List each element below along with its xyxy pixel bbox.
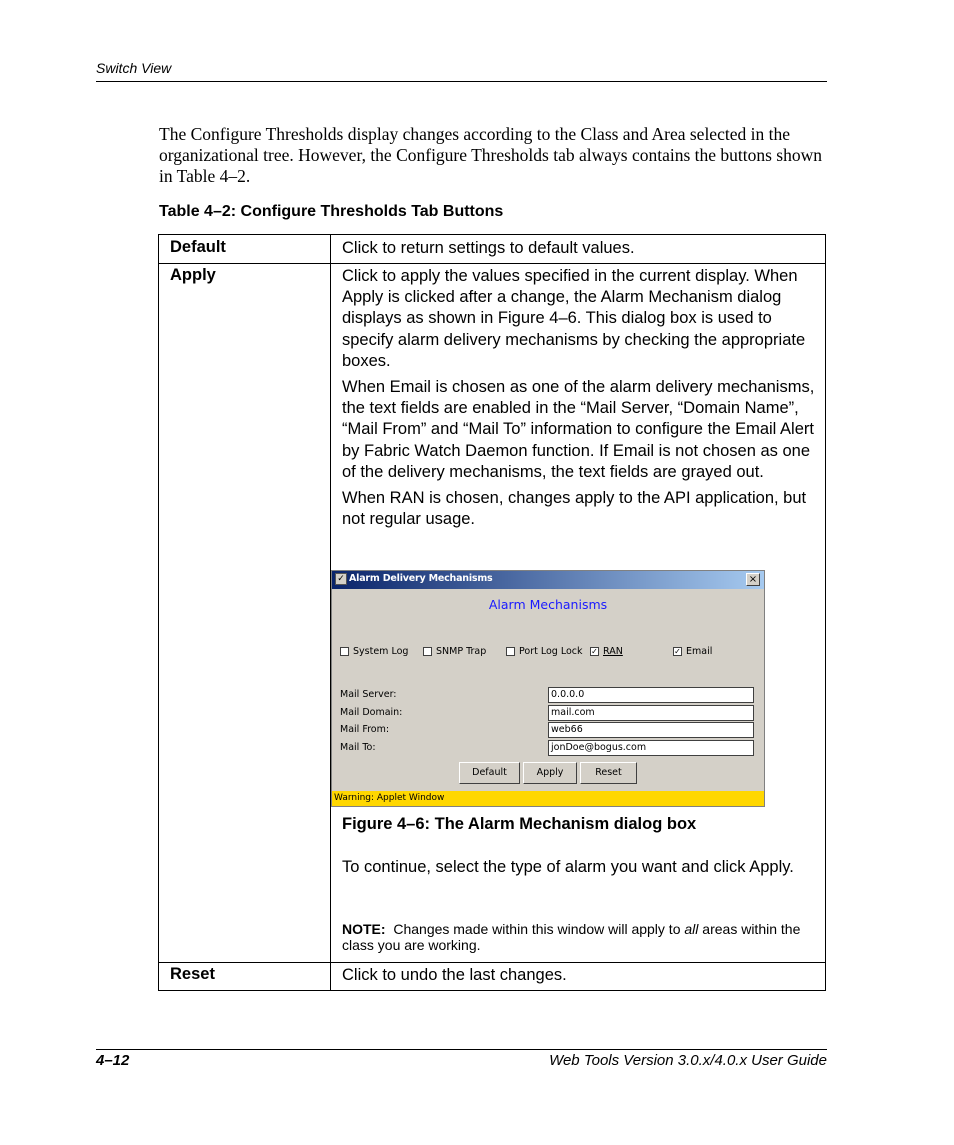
page-number: 4–12 bbox=[96, 1052, 130, 1069]
default-button[interactable]: Default bbox=[459, 762, 520, 784]
checkbox-label: SNMP Trap bbox=[436, 646, 487, 657]
description-text: When Email is chosen as one of the alarm delivery mechanisms, the text fields are enabled in the “Mail Server, “Domain Name”, “Mail From” and “Mail To” information to configure the Email Alert by Fabric Watch Daemon function. If Email is not chosen as one of the delivery mechanisms, the text fields are grayed out. bbox=[342, 378, 815, 481]
checkbox-label: System Log bbox=[353, 646, 409, 657]
term-apply: Apply bbox=[170, 266, 216, 284]
checkbox-label: Port Log Lock bbox=[519, 646, 583, 657]
description-default bbox=[342, 238, 820, 264]
checkbox-snmp-trap[interactable] bbox=[423, 646, 486, 657]
mail-domain-label: Mail Domain: bbox=[340, 707, 403, 718]
note-emphasis: all bbox=[684, 921, 699, 937]
dialog-title: Alarm Delivery Mechanisms bbox=[349, 573, 493, 584]
row-divider bbox=[159, 962, 825, 963]
description-reset bbox=[342, 965, 820, 991]
checkbox-email[interactable] bbox=[673, 646, 712, 657]
description-text: Click to return settings to default values. bbox=[342, 239, 635, 257]
description-text: Click to apply the values specified in the current display. When Apply is clicked after a change, the Alarm Mechanism dialog displays as shown in Figure 4–6. This dialog box is used to specify alarm delivery mechanisms by checking the appropriate boxes. bbox=[342, 267, 806, 370]
note bbox=[342, 921, 812, 953]
description-text: Click to undo the last changes. bbox=[342, 966, 567, 984]
checkbox-ran[interactable] bbox=[590, 646, 623, 657]
mail-from-label: Mail From: bbox=[340, 724, 390, 735]
buttons-table bbox=[158, 234, 826, 991]
table-caption: Table 4–2: Configure Thresholds Tab Buttons bbox=[159, 203, 504, 220]
checkbox-system-log[interactable] bbox=[340, 646, 408, 657]
checkbox-box[interactable] bbox=[506, 647, 515, 656]
figure-caption: Figure 4–6: The Alarm Mechanism dialog box bbox=[342, 815, 697, 833]
applet-warning-bar: Warning: Applet Window bbox=[332, 791, 764, 806]
apply-button[interactable]: Apply bbox=[523, 762, 577, 784]
dialog-heading: Alarm Mechanisms bbox=[488, 597, 608, 612]
mail-to-label: Mail To: bbox=[340, 742, 376, 753]
checkbox-label: Email bbox=[686, 646, 713, 657]
checkbox-box[interactable] bbox=[340, 647, 349, 656]
note-label: NOTE: bbox=[342, 921, 386, 937]
term-reset: Reset bbox=[170, 965, 215, 983]
checkbox-box[interactable] bbox=[423, 647, 432, 656]
mail-domain-input[interactable]: mail.com bbox=[548, 705, 754, 721]
dialog-titlebar bbox=[332, 571, 764, 589]
book-title: Web Tools Version 3.0.x/4.0.x User Guide bbox=[549, 1052, 827, 1069]
mail-server-input[interactable]: 0.0.0.0 bbox=[548, 687, 754, 703]
footer-rule bbox=[96, 1049, 827, 1050]
description-text: When RAN is chosen, changes apply to the API application, but not regular usage. bbox=[342, 489, 807, 529]
term-default: Default bbox=[170, 238, 226, 256]
checkbox-label: RAN bbox=[603, 646, 623, 657]
mail-from-input[interactable]: web66 bbox=[548, 722, 754, 738]
java-cup-icon: ✓ bbox=[335, 573, 347, 585]
mail-server-label: Mail Server: bbox=[340, 689, 397, 700]
continue-text: To continue, select the type of alarm you want and click Apply. bbox=[342, 858, 794, 876]
checkbox-port-log-lock[interactable] bbox=[506, 646, 583, 657]
note-text: Changes made within this window will apply to bbox=[393, 921, 681, 937]
description-apply bbox=[342, 266, 820, 535]
note-text: areas within the class you are working. bbox=[342, 921, 801, 953]
close-icon[interactable]: × bbox=[746, 573, 760, 586]
alarm-dialog-figure bbox=[331, 570, 765, 807]
header-rule bbox=[96, 81, 827, 82]
reset-button[interactable]: Reset bbox=[580, 762, 637, 784]
running-header: Switch View bbox=[96, 60, 172, 76]
mail-to-input[interactable]: jonDoe@bogus.com bbox=[548, 740, 754, 756]
check-icon[interactable]: ✓ bbox=[674, 647, 681, 656]
intro-paragraph: The Configure Thresholds display changes according to the Class and Area selected in the organizational tree. However, the Configure Thresholds tab always contains the buttons shown in Table 4–2. bbox=[159, 124, 823, 186]
check-icon[interactable]: ✓ bbox=[591, 647, 598, 656]
